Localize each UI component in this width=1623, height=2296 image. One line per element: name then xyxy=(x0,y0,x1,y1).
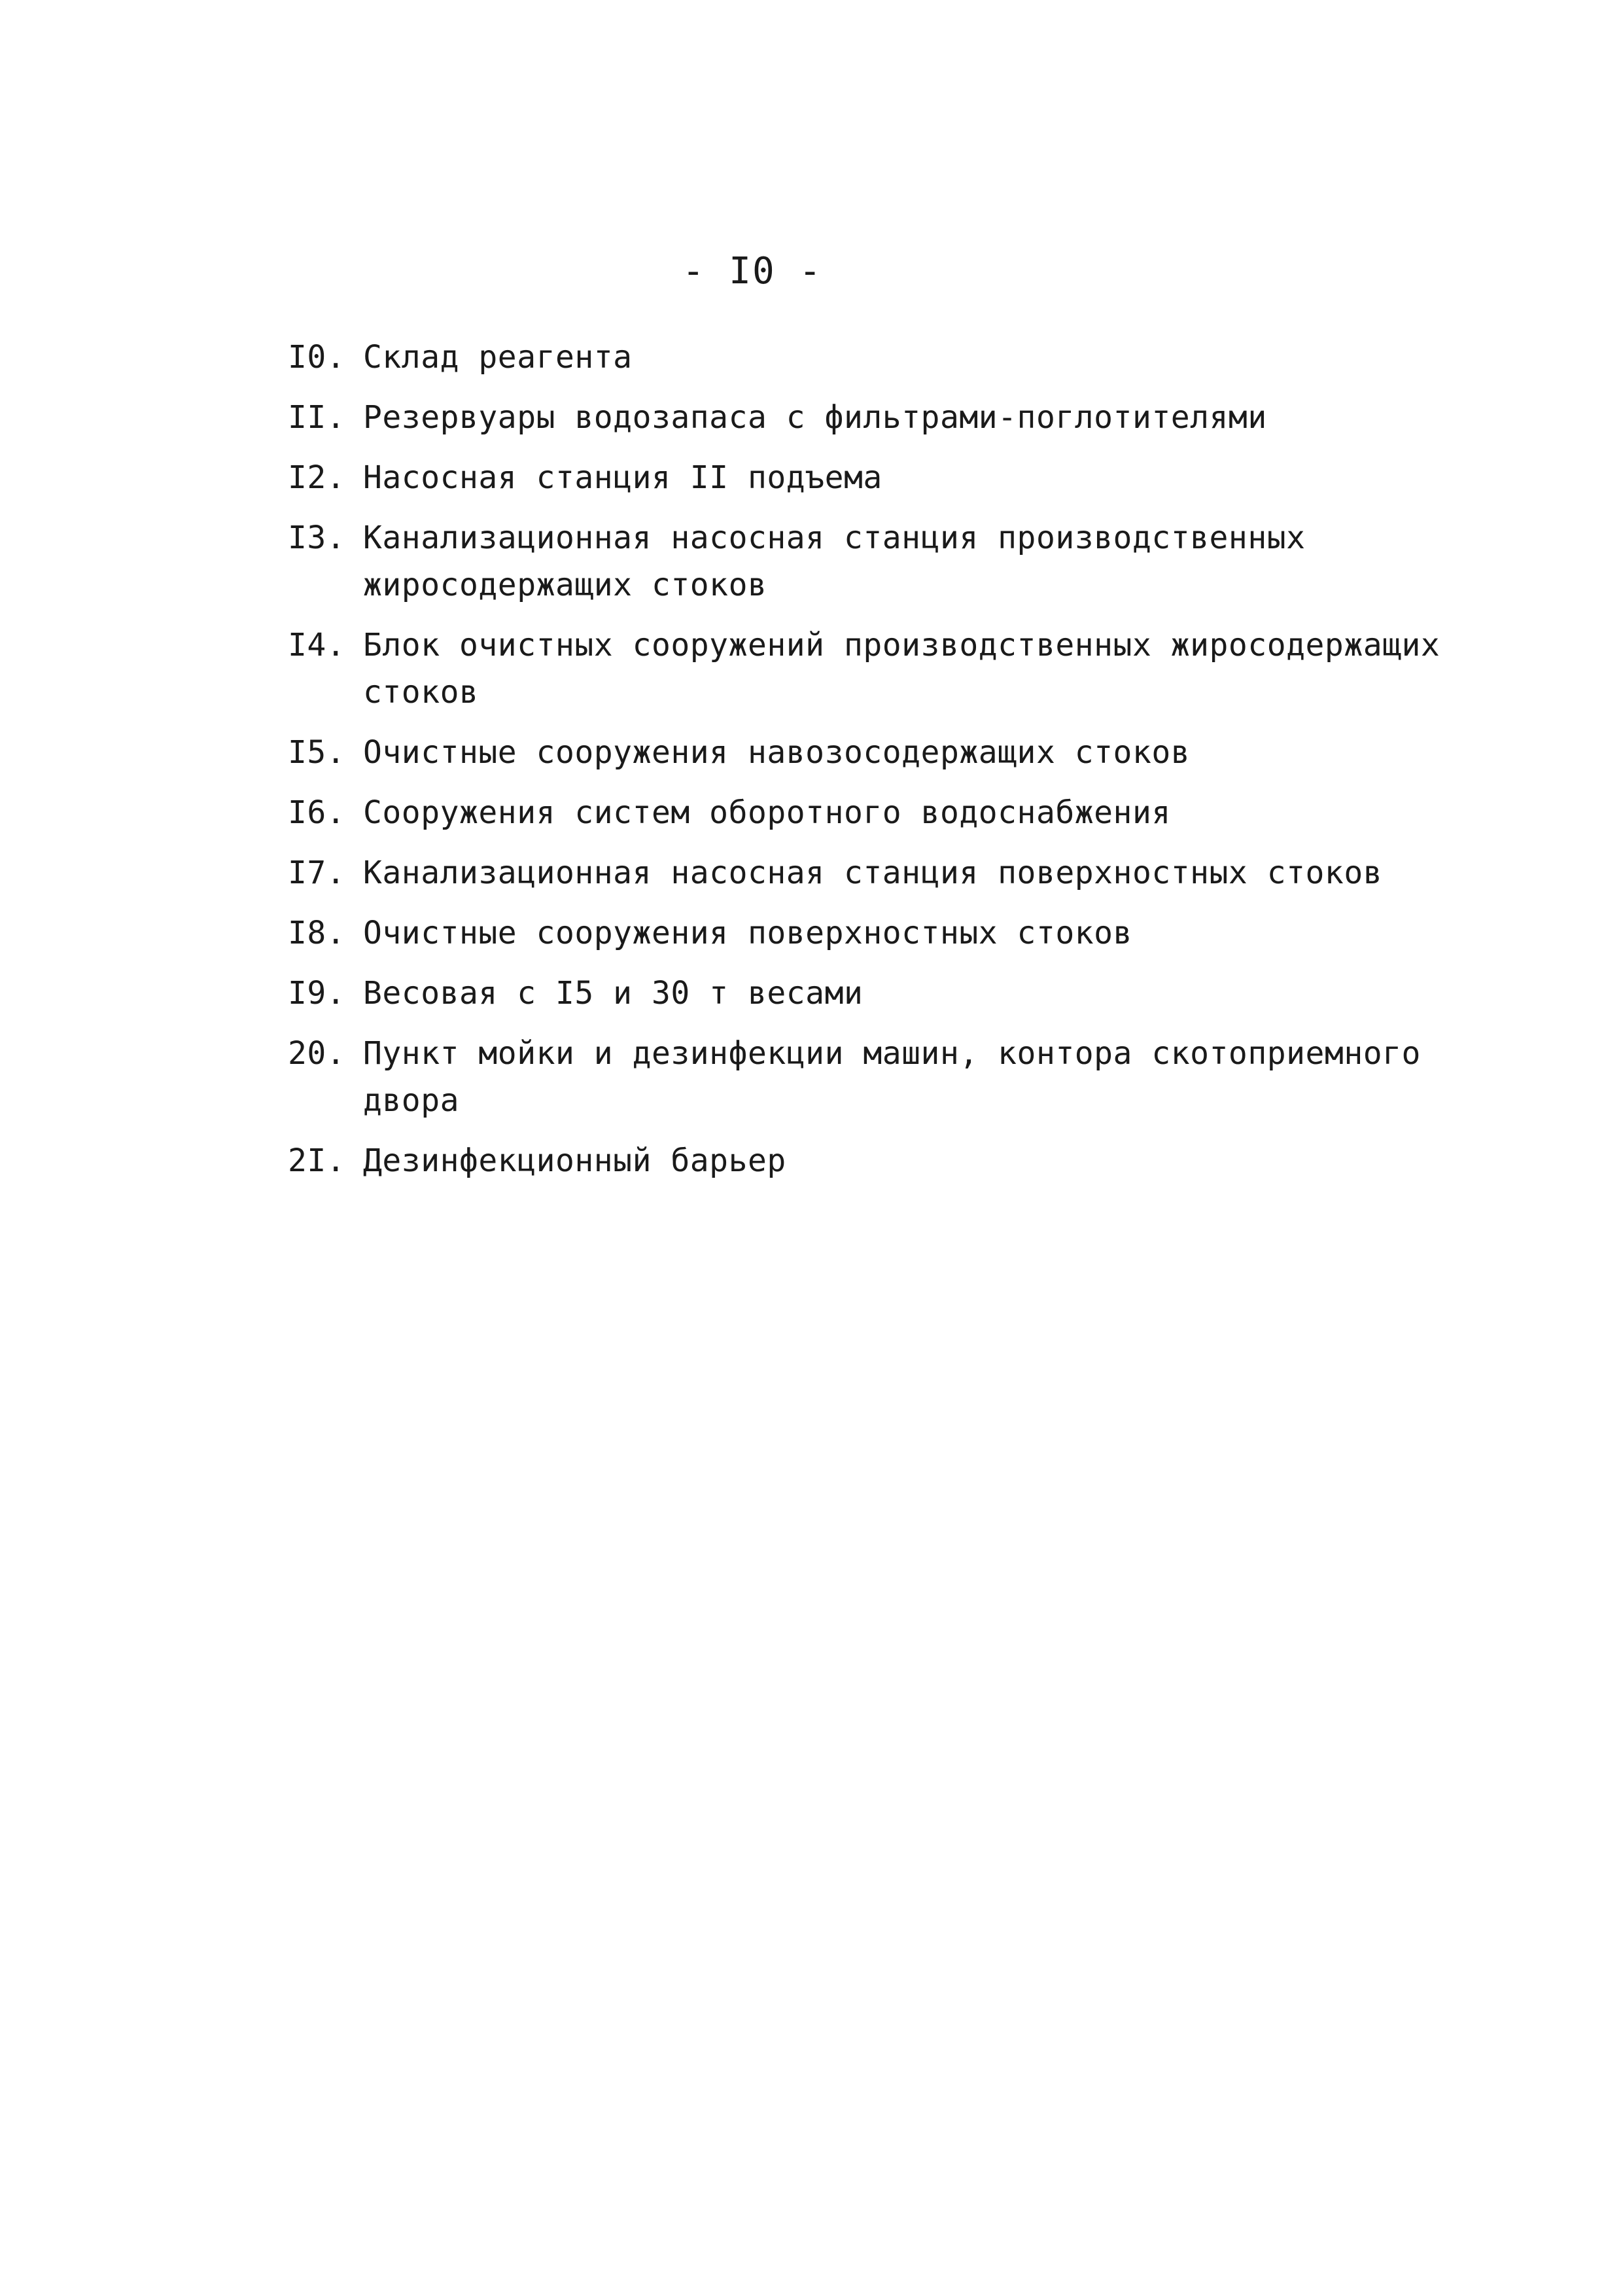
item-number: 20. xyxy=(288,1035,346,1072)
list-item xyxy=(288,729,1465,776)
item-number: I0. xyxy=(288,339,346,376)
list-item xyxy=(288,1137,1465,1184)
item-text: Канализационная насосная станция поверхностных стоков xyxy=(363,855,1383,891)
item-number: II. xyxy=(288,399,346,436)
item-number: I9. xyxy=(288,975,346,1012)
item-text: Дезинфекционный барьер xyxy=(363,1142,786,1179)
item-number: I7. xyxy=(288,855,346,891)
item-text: Насосная станция II подъема xyxy=(363,459,882,496)
item-number: I5. xyxy=(288,734,346,771)
list-item xyxy=(288,970,1465,1017)
facility-list xyxy=(288,334,1465,1197)
item-number: I2. xyxy=(288,459,346,496)
list-item xyxy=(288,394,1465,441)
list-item xyxy=(288,622,1465,716)
item-text: Канализационная насосная станция производственных жиросодержащих стоков xyxy=(363,520,1306,603)
item-text: Сооружения систем оборотного водоснабжения xyxy=(363,794,1171,831)
item-text: Очистные сооружения поверхностных стоков xyxy=(363,915,1132,951)
item-number: I6. xyxy=(288,794,346,831)
item-number: 2I. xyxy=(288,1142,346,1179)
item-text: Пункт мойки и дезинфекции машин, контора скотоприемного двора xyxy=(363,1035,1421,1119)
item-text: Блок очистных сооружений производственных жиросодержащих стоков xyxy=(363,627,1440,711)
list-item xyxy=(288,514,1465,609)
list-item xyxy=(288,789,1465,836)
item-text: Весовая с I5 и 30 т весами xyxy=(363,975,864,1012)
list-item xyxy=(288,910,1465,957)
list-item xyxy=(288,334,1465,381)
item-number: I3. xyxy=(288,520,346,556)
item-text: Очистные сооружения навозосодержащих стоков xyxy=(363,734,1191,771)
item-number: I4. xyxy=(288,627,346,663)
item-number: I8. xyxy=(288,915,346,951)
list-item xyxy=(288,1030,1465,1124)
item-text: Резервуары водозапаса с фильтрами-поглотителями xyxy=(363,399,1267,436)
list-item xyxy=(288,454,1465,501)
item-text: Склад реагента xyxy=(363,339,633,376)
page-number: - I0 - xyxy=(682,250,823,292)
list-item xyxy=(288,849,1465,896)
